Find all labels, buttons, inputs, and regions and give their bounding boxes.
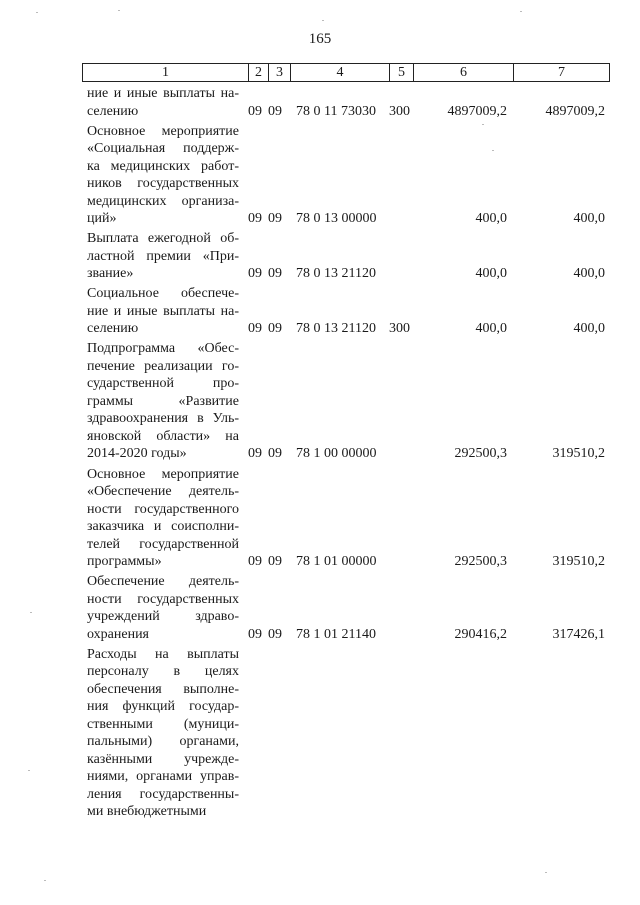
description-line: Подпрограмма «Обес- xyxy=(87,341,239,357)
description-line: селению xyxy=(87,103,139,119)
description-line: Основное мероприятие xyxy=(87,123,239,139)
cell-c3: 09 xyxy=(268,266,282,282)
row-description xyxy=(87,230,239,283)
row-description xyxy=(87,123,239,228)
description-line: Выплата ежегодной об- xyxy=(87,231,239,247)
scan-speck xyxy=(492,150,494,151)
cell-c7: 400,0 xyxy=(573,321,605,337)
scan-speck xyxy=(28,770,30,771)
cell-c6: 400,0 xyxy=(475,211,507,227)
description-line: ниями, органами управ- xyxy=(87,769,239,785)
cell-c6: 400,0 xyxy=(475,266,507,282)
description-line: ственными (муници- xyxy=(87,716,239,732)
cell-c6: 290416,2 xyxy=(454,626,507,642)
cell-c3: 09 xyxy=(268,626,282,642)
cell-c4: 78 1 00 00000 xyxy=(296,446,377,462)
description-line: яновской области» на xyxy=(87,428,239,444)
cell-c7: 400,0 xyxy=(573,266,605,282)
cell-c4: 78 0 11 73030 xyxy=(296,103,376,119)
description-line: ния функций государ- xyxy=(87,699,239,715)
scan-speck xyxy=(520,11,522,12)
page-number: 165 xyxy=(308,31,332,47)
cell-c3: 09 xyxy=(268,211,282,227)
description-line: граммы «Развитие xyxy=(87,393,239,409)
scan-speck xyxy=(30,612,32,613)
cell-c3: 09 xyxy=(268,103,282,119)
header-col-5: 5 xyxy=(389,64,413,81)
description-line: программы» xyxy=(87,554,162,569)
cell-c7: 317426,1 xyxy=(552,626,605,642)
cell-c2: 09 xyxy=(248,211,262,227)
cell-c4: 78 1 01 21140 xyxy=(296,626,376,642)
cell-c2: 09 xyxy=(248,321,262,337)
scan-speck xyxy=(322,20,324,21)
description-line: здравоохранения в Уль- xyxy=(87,411,239,427)
description-line: ления государственны- xyxy=(87,786,239,802)
description-line: звание» xyxy=(87,266,134,282)
description-line: ми внебюджетными xyxy=(87,804,207,820)
scan-speck xyxy=(36,12,38,13)
header-col-4: 4 xyxy=(290,64,389,81)
row-description xyxy=(87,85,239,120)
cell-c5: 300 xyxy=(389,103,410,119)
header-col-7: 7 xyxy=(513,64,609,81)
cell-c5: 300 xyxy=(389,321,410,337)
description-line: 2014-2020 годы» xyxy=(87,446,187,462)
description-line: «Обеспечение деятель- xyxy=(87,484,239,499)
description-line: ности государственного xyxy=(87,501,239,517)
cell-c7: 4897009,2 xyxy=(545,103,605,119)
header-col-3: 3 xyxy=(268,64,290,81)
description-line: учреждений здраво- xyxy=(87,609,239,625)
header-col-1: 1 xyxy=(162,65,169,80)
description-line: ций» xyxy=(87,211,117,227)
row-description xyxy=(87,646,239,821)
description-line: телей государственной xyxy=(87,536,239,552)
description-line: «Социальная поддерж- xyxy=(87,141,239,157)
cell-c6: 400,0 xyxy=(475,321,507,337)
cell-c2: 09 xyxy=(248,266,262,282)
cell-c4: 78 0 13 00000 xyxy=(296,211,377,227)
cell-c3: 09 xyxy=(268,321,282,337)
scan-speck xyxy=(482,124,484,125)
description-line: казёнными учрежде- xyxy=(87,751,239,767)
cell-c2: 09 xyxy=(248,626,262,642)
cell-c2: 09 xyxy=(248,446,262,462)
description-line: Обеспечение деятель- xyxy=(87,574,239,590)
row-description xyxy=(87,340,239,463)
description-line: Социальное обеспече- xyxy=(87,286,239,302)
description-line: ка медицинских работ- xyxy=(87,158,239,174)
cell-c6: 4897009,2 xyxy=(447,103,507,119)
description-line: ластной премии «При- xyxy=(87,248,239,264)
description-line: ние и иные выплаты на- xyxy=(87,303,239,319)
cell-c7: 400,0 xyxy=(573,211,605,227)
cell-c3: 09 xyxy=(268,446,282,462)
table-header-row xyxy=(82,63,610,82)
description-line: ности государственных xyxy=(87,591,239,607)
description-line: Расходы на выплаты xyxy=(87,646,239,662)
description-line: медицинских организа- xyxy=(87,193,239,209)
description-line: ников государственных xyxy=(87,176,239,192)
description-line: заказчика и соисполни- xyxy=(87,519,239,534)
cell-c2: 09 xyxy=(248,554,262,569)
cell-c4: 78 0 13 21120 xyxy=(296,266,376,282)
cell-c4: 78 0 13 21120 xyxy=(296,321,376,337)
row-description xyxy=(87,573,239,643)
header-col-6: 6 xyxy=(413,64,513,81)
description-line: ние и иные выплаты на- xyxy=(87,86,239,101)
cell-c6: 292500,3 xyxy=(454,554,507,569)
cell-c2: 09 xyxy=(248,103,262,119)
description-line: сударственной про- xyxy=(87,376,239,392)
scan-speck xyxy=(118,10,120,11)
row-description xyxy=(87,466,239,571)
cell-c3: 09 xyxy=(268,554,282,569)
header-col-2: 2 xyxy=(248,64,268,81)
description-line: пальными) органами, xyxy=(87,734,239,750)
description-line: селению xyxy=(87,321,139,337)
cell-c6: 292500,3 xyxy=(454,446,507,462)
description-line: обеспечения выполне- xyxy=(87,681,239,697)
row-description xyxy=(87,285,239,338)
scan-speck xyxy=(44,880,46,881)
cell-c7: 319510,2 xyxy=(552,446,605,462)
description-line: охранения xyxy=(87,626,149,642)
cell-c4: 78 1 01 00000 xyxy=(296,554,377,569)
description-line: печение реализации го- xyxy=(87,358,239,374)
description-line: персоналу в целях xyxy=(87,664,239,680)
description-line: Основное мероприятие xyxy=(87,466,239,482)
scan-speck xyxy=(545,872,547,873)
cell-c7: 319510,2 xyxy=(552,554,605,569)
